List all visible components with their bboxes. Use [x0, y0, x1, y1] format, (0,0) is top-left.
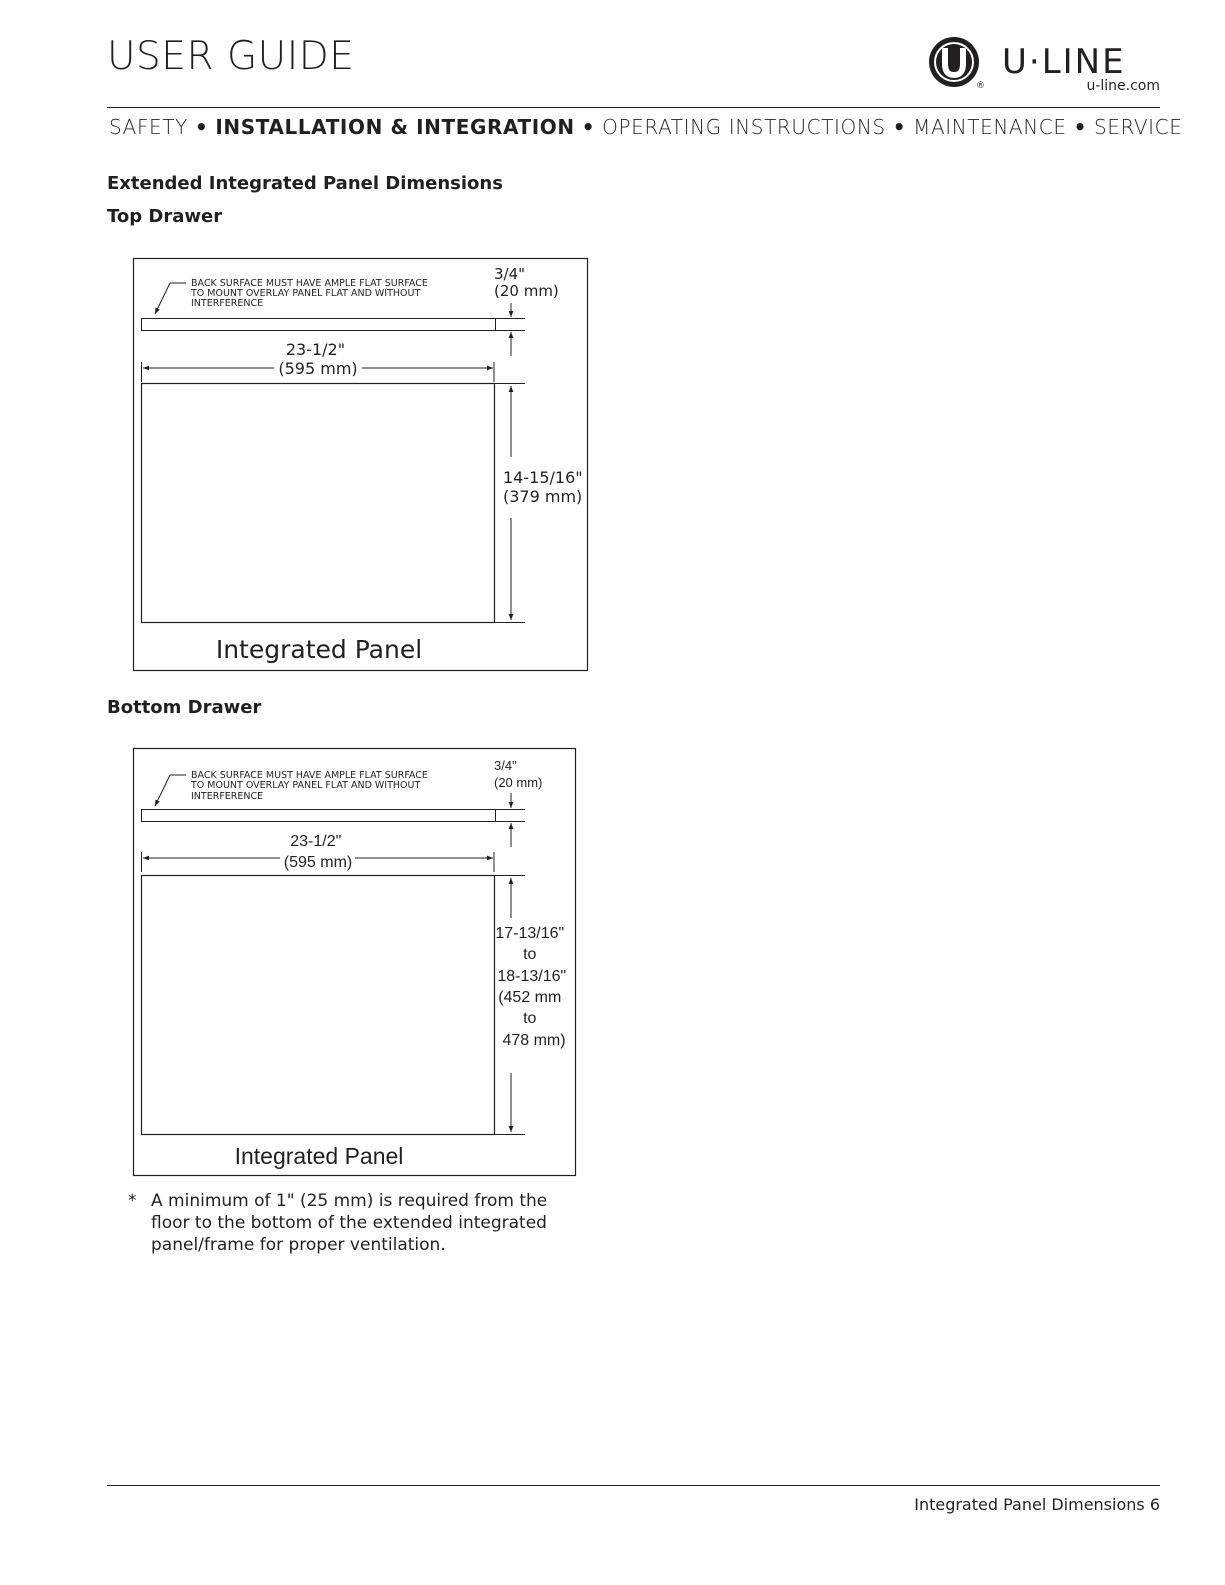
top-height-label: 14-15/16" (379 mm)	[503, 468, 583, 506]
bottom-panel-label: Integrated Panel	[234, 1143, 404, 1169]
bottom-drawer-heading: Bottom Drawer	[107, 697, 262, 718]
footer-page-label: Integrated Panel Dimensions 6	[914, 1495, 1160, 1514]
bottom-drawer-diagram	[134, 749, 576, 1176]
top-drawer-diagram	[134, 259, 588, 671]
nav-item-safety: SAFETY	[109, 115, 188, 139]
footer-rule	[107, 1485, 1160, 1486]
nav-item-maintenance: MAINTENANCE	[913, 115, 1067, 139]
nav-separator: •	[194, 115, 209, 139]
top-note-text: BACK SURFACE MUST HAVE AMPLE FLAT SURFACE TO MOUNT OVERLAY PANEL FLAT AND WITHOUT INTERFERENCE	[191, 278, 428, 309]
nav-item-operating-instructions: OPERATING INSTRUCTIONS	[602, 115, 886, 139]
top-note-leader	[155, 283, 170, 314]
nav-separator: •	[581, 115, 596, 139]
top-drawer-frame	[134, 259, 588, 671]
logo-wordmark: U·LINE	[1002, 42, 1126, 82]
bottom-width-label: 23-1/2" (595 mm)	[283, 833, 353, 871]
nav-item-service: SERVICE	[1093, 115, 1183, 139]
bottom-note-leader	[155, 775, 170, 806]
bottom-integrated-panel	[142, 876, 495, 1135]
top-drawer-heading: Top Drawer	[107, 206, 223, 227]
bottom-height-label: 17-13/16" to 18-13/16" (452 mm to 478 mm)	[495, 925, 567, 1049]
section-heading: Extended Integrated Panel Dimensions	[107, 173, 503, 194]
top-width-label: 23-1/2" (595 mm)	[278, 340, 358, 378]
top-integrated-panel	[142, 384, 495, 623]
bottom-thickness-label: 3/4" (20 mm)	[494, 758, 543, 790]
nav-separator: •	[1073, 115, 1087, 139]
logo-url: u-line.com	[1086, 78, 1160, 94]
footnote-text: A minimum of 1" (25 mm) is required from the floor to the bottom of the extended integrated panel/frame for proper ventilation.	[151, 1191, 548, 1255]
top-thickness-label: 3/4" (20 mm)	[494, 265, 559, 300]
bottom-drawer-frame	[134, 749, 576, 1176]
footnote-marker: *	[128, 1191, 137, 1211]
top-panel-label: Integrated Panel	[215, 635, 423, 664]
nav-separator: •	[892, 115, 907, 139]
nav-item-installation-integration: INSTALLATION & INTEGRATION	[215, 115, 575, 139]
bottom-note-text: BACK SURFACE MUST HAVE AMPLE FLAT SURFACE TO MOUNT OVERLAY PANEL FLAT AND WITHOUT INTERFERENCE	[191, 770, 428, 802]
top-overlay-strip	[142, 319, 496, 331]
logo-registered-mark: ®	[976, 81, 985, 91]
bottom-overlay-strip	[142, 810, 496, 822]
document-title: USER GUIDE	[107, 34, 355, 79]
